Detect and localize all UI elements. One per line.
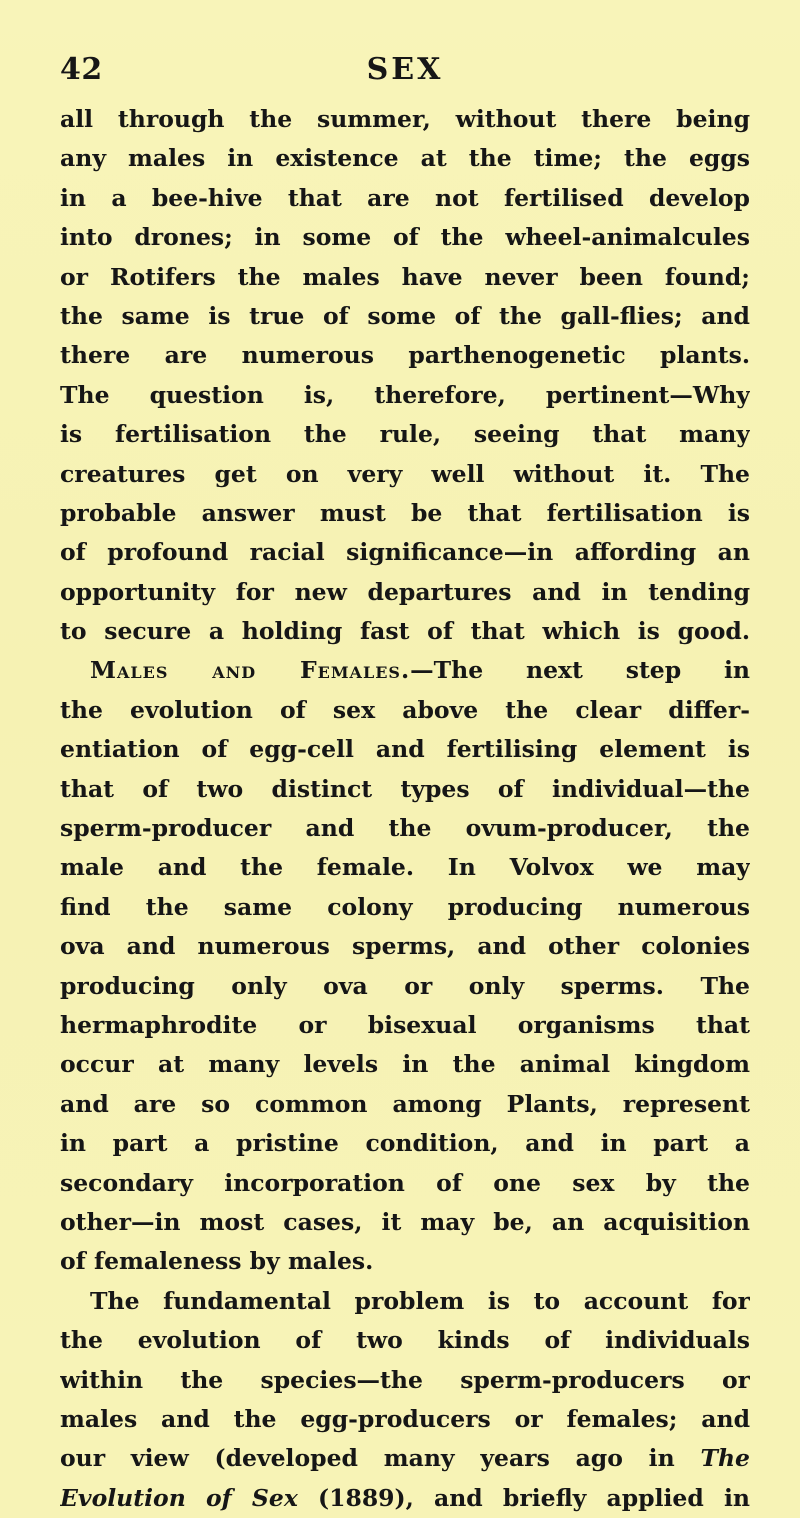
book-title-second-part: Evolution of Sex bbox=[60, 1483, 298, 1512]
text-line: male and the female. In Volvox we may bbox=[60, 853, 750, 882]
page-header bbox=[60, 52, 750, 100]
text-line-with-title-end bbox=[60, 1479, 750, 1518]
text-line: hermaphrodite or bisexual organisms that bbox=[60, 1010, 750, 1039]
text-line: creatures get on very well without it. The bbox=[60, 459, 750, 488]
page-number: 42 bbox=[60, 52, 103, 87]
text-line: The question is, therefore, pertinent—Why bbox=[60, 380, 750, 409]
section-first-line-rest: —The next step in bbox=[410, 656, 750, 685]
text-line: the same is true of some of the gall-flies; and bbox=[60, 301, 750, 330]
text-line: find the same colony producing numerous bbox=[60, 892, 750, 921]
text-segment: (1889), and briefly applied in bbox=[297, 1483, 750, 1512]
text-line: secondary incorporation of one sex by the bbox=[60, 1168, 750, 1197]
text-line: the evolution of two kinds of individuals bbox=[60, 1326, 750, 1355]
text-line: probable answer must be that fertilisation is bbox=[60, 498, 750, 527]
text-line: and are so common among Plants, represent bbox=[60, 1089, 750, 1118]
text-segment: our view (developed many years ago in bbox=[60, 1444, 675, 1473]
book-title-first-part: The bbox=[700, 1444, 750, 1473]
text-line-with-title-start bbox=[60, 1439, 750, 1478]
text-line: males and the egg-producers or females; and bbox=[60, 1404, 750, 1433]
text-line: there are numerous parthenogenetic plants. bbox=[60, 341, 750, 370]
text-line: within the species—the sperm-producers or bbox=[60, 1365, 750, 1394]
section-first-line bbox=[60, 651, 750, 690]
text-line: other—in most cases, it may be, an acquisition bbox=[60, 1207, 750, 1236]
text-line: to secure a holding fast of that which is good. bbox=[60, 617, 750, 646]
text-line: in part a pristine condition, and in part a bbox=[60, 1129, 750, 1158]
text-line: opportunity for new departures and in tending bbox=[60, 577, 750, 606]
body-text bbox=[60, 100, 750, 1518]
text-line: all through the summer, without there being bbox=[60, 105, 750, 133]
text-line: in a bee-hive that are not fertilised develop bbox=[60, 183, 750, 212]
section-heading: Males and Females. bbox=[90, 656, 411, 685]
text-line: or Rotifers the males have never been found; bbox=[60, 262, 750, 291]
text-line: is fertilisation the rule, seeing that many bbox=[60, 420, 750, 449]
text-line: of profound racial significance—in affording an bbox=[60, 538, 750, 567]
text-line: entiation of egg-cell and fertilising element is bbox=[60, 735, 750, 764]
text-line: sperm-producer and the ovum-producer, the bbox=[60, 814, 750, 843]
text-line: that of two distinct types of individual—the bbox=[60, 774, 750, 803]
text-line: any males in existence at the time; the eggs bbox=[60, 144, 750, 173]
text-line: the evolution of sex above the clear differ- bbox=[60, 695, 750, 724]
text-line: of femaleness by males. bbox=[60, 1247, 374, 1276]
text-line: ova and numerous sperms, and other colonies bbox=[60, 932, 750, 961]
text-line: The fundamental problem is to account for bbox=[90, 1286, 750, 1315]
text-line: into drones; in some of the wheel-animalcules bbox=[60, 223, 750, 252]
running-title: SEX bbox=[366, 52, 444, 87]
text-line: producing only ova or only sperms. The bbox=[60, 971, 750, 1000]
text-line: occur at many levels in the animal kingdom bbox=[60, 1050, 750, 1079]
